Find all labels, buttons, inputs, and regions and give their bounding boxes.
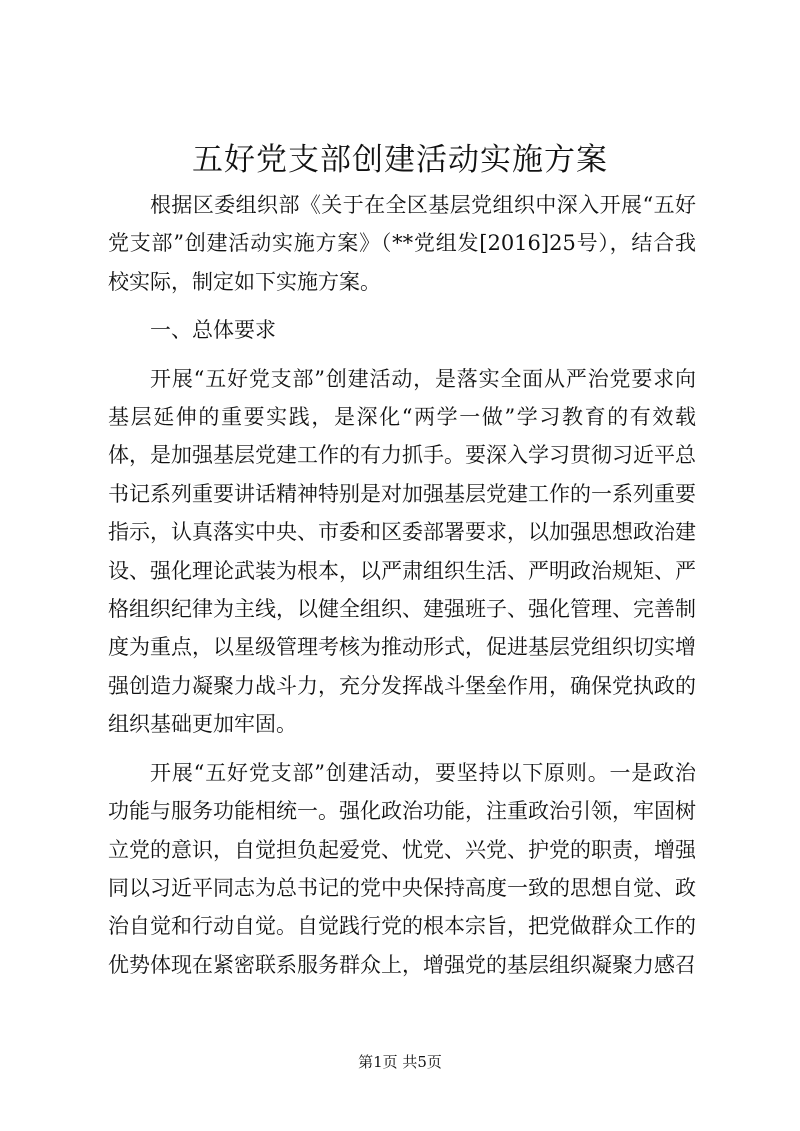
document-title: 五好党支部创建活动实施方案 xyxy=(192,142,608,178)
body-paragraph-2: 开展“五好党支部”创建活动，要坚持以下原则。一是政治功能与服务功能相统一。强化政治功能，注重政治引领，牢固树立党的意识，自觉担负起爱党、忧党、兴党、护党的职责，增强同以习近平同志为总书记的党中央保持高度一致的思想自觉、政治自觉和行动自觉。自觉践行党的根本宗旨，把党做群众工作的优势体现在紧密联系服务群众上，增强党的基层组织凝聚力感召 xyxy=(108,760,696,977)
intro-paragraph: 根据区委组织部《关于在全区基层党组织中深入开展“五好党支部”创建活动实施方案》（**党组发[2016]25号），结合我校实际，制定如下实施方案。 xyxy=(108,193,696,294)
document-body xyxy=(108,186,696,994)
section-heading-general-requirements: 一、总体要求 xyxy=(150,318,276,343)
page-footer: 第1页 共5页 xyxy=(358,1053,442,1071)
body-paragraph-1: 开展“五好党支部”创建活动，是落实全面从严治党要求向基层延伸的重要实践，是深化“两学一做”学习教育的有效载体，是加强基层党建工作的有力抓手。要深入学习贯彻习近平总书记系列重要讲话精神特别是对加强基层党建工作的一系列重要指示，认真落实中央、市委和区委部署要求，以加强思想政治建设、强化理论武装为根本，以严肃组织生活、严明政治规矩、严格组织纪律为主线，以健全组织、建强班子、强化管理、完善制度为重点，以星级管理考核为推动形式，促进基层党组织切实增强创造力凝聚力战斗力，充分发挥战斗堡垒作用，确保党执政的组织基础更加牢固。 xyxy=(108,366,696,737)
